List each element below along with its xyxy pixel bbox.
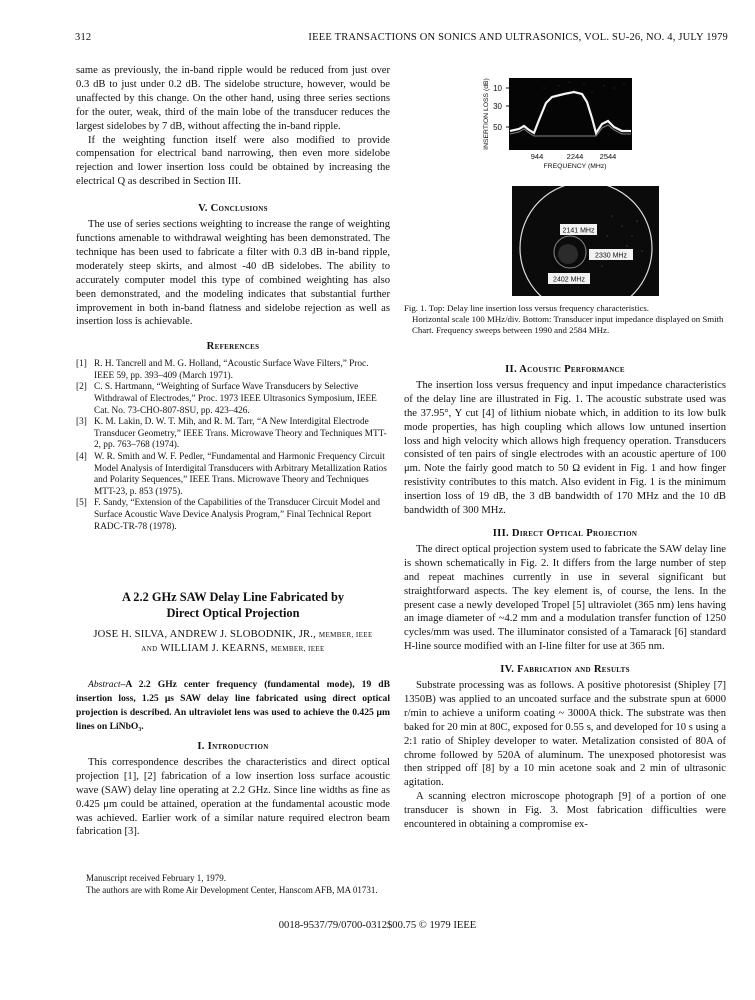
footnote: Manuscript received February 1, 1979. [86,873,226,883]
conclusions-text: The use of series sections weighting to increase the range of weighting functions amenable to withdrawal weighting has been demonstrated. The technique has been used to fabricate a filter with 0.3 dB in-band ripple, moderately steep skirts, and almost -40 dB sidelobes. The ability to accurately computer model this type of combined weighting has also been demonstrated, and the modeling indicates that substantial further improvement in both in-band flatness and sidelobe rejection as well as insertion loss is achievable. [76,219,390,328]
abstract-label: Abstract [88,679,121,690]
x-tick: 944 [530,152,544,161]
x-axis-label: FREQUENCY (MHz) [543,163,607,170]
page-number: 312 [75,32,92,43]
figure-caption [404,303,726,336]
section-heading-conclusions: V. Conclusions [198,203,268,215]
chart-svg [474,58,694,170]
reference-item [76,498,390,533]
smith-label: 2330 MHz [595,252,627,260]
reference-number: [3] [76,417,87,428]
references-list [76,359,390,533]
x-tick: 2544 [599,152,617,161]
article-title-line2: Direct Optical Projection [166,606,300,620]
reference-item [76,452,390,498]
abstract [76,678,390,734]
section-heading-acoustic-performance: II. Acoustic Performance [505,364,625,375]
abstract-text: –A 2.2 GHz center frequency (fundamental mode), 19 dB insertion loss, 1.25 μs SAW delay line fabricated using direct optical projection is described. An ultraviolet lens was used to achieve the 0.425 μm lines on LiNbO₃. [76,679,390,732]
reference-text: W. R. Smith and W. F. Pedler, “Fundamental and Harmonic Frequency Circuit Model Analysis of Interdigital Transducers with Arbitrary Metallization Ratios and Polarity Sequences,” IEEE Trans. Microwave Theory and Techniques MTT-23, p. 853 (1975). [94,451,387,497]
y-tick: 50 [493,123,502,132]
smith-label: 2141 MHz [562,227,595,235]
caption-rest: Horizontal scale 100 MHz/div. Bottom: Transducer input impedance displayed on Smith Chart. Frequency sweeps between 1990 and 2584 MHz. [412,314,724,335]
authors-line2 [76,642,390,656]
continuation-paragraph: If the weighting function itself were also modified to provide compensation for electrical band narrowing, then even more sidelobe rejection and lower insertion loss could be obtained by increasing the electrical Q as described in Section III. [76,134,390,188]
fabrication-text: Substrate processing was as follows. A positive photoresist (Shipley [7] 1350B) was applied to an uncoated surface and the substrate spun at 6000 r/min to achieve a uniform coating ~ 3000A thick. The substrate was then baked for 20 min at 80C, exposed for 0.55 s, and developed for 10 s using a 2:1 ratio of Shipley developer to water. Metalization consisted of 80A of chrome followed by 520A of aluminum. The unexposed photoresist was then stripped off [8] by a 10 min acetone soak and 2 min of ultrasonic agitation. [404,680,726,789]
reference-text: C. S. Hartmann, “Weighting of Surface Wave Transducers by Selective Withdrawal of Electrodes,” Proc. 1973 IEEE Ultrasonics Symposium, IEEE Cat. No. 73-CHO-807-8SU, pp. 423–426. [94,382,377,416]
reference-text: K. M. Lakin, D. W. T. Mih, and R. M. Tarr, “A New Interdigital Electrode Transducer Geometry,” IEEE Trans. Microwave Theory and Techniques MTT-2, pp. 763–768 (1974). [94,417,387,451]
direct-optical-projection-text: The direct optical projection system used to fabricate the SAW delay line is shown schematically in Fig. 2. It differs from the large number of step and repeat machines currently in use in several significant but straightforward aspects. The key element is, of course, the lens. In the present case a newly developed Tropel [5] ultraviolet (365 nm) lens having an image diameter of ~4.2 mm and a modulation transfer function of 1250 cycles/mm was used. The illuminator consisted of a Tamarack [6] standard H-line source modified with an I-line filter for use at 365 nm. [404,543,726,653]
footnote: The authors are with Rome Air Development Center, Hanscom AFB, MA 01731. [86,884,378,895]
caption-line1: Fig. 1. Top: Delay line insertion loss versus frequency characteristics. [404,303,649,313]
reference-item [76,382,390,417]
introduction [76,740,390,839]
smith-label: 2402 MHz [553,276,585,284]
reference-number: [5] [76,498,87,509]
smith-chart-svg [512,186,659,296]
section-heading-fabrication: IV. Fabrication and Results [500,664,630,676]
author-names: WILLIAM J. KEARNS, [160,643,269,654]
left-column [76,64,390,533]
member-label: MEMBER, IEEE [270,645,325,653]
reference-number: [1] [76,359,87,370]
member-label: MEMBER, IEEE [318,631,373,639]
article-title-line1: A 2.2 GHz SAW Delay Line Fabricated by [121,590,345,604]
fabrication-text: A scanning electron microscope photograph [9] of a portion of one transducer is shown in Fig. 3. Most fabrication difficulties were encountered in obtaining a compromise ex- [404,791,726,831]
journal-header: IEEE TRANSACTIONS ON SONICS AND ULTRASONICS, VOL. SU-26, NO. 4, JULY 1979 [308,32,728,43]
reference-number: [4] [76,451,87,462]
insertion-loss-chart [474,58,694,170]
section-heading-references: References [206,341,260,353]
authors-line1 [76,628,390,642]
reference-item [76,417,390,452]
continuation-paragraph: same as previously, the in-band ripple would be reduced from just over 0.3 dB to just under 0.2 dB. The sidelobe structure, however, would be unaffected by this change. On the other hand, using three series sections for the outer, weak, third of the main lobe of the transducer reduces the largest sidelobes by 7 dB, without affecting the in-band ripple. [76,65,390,132]
y-tick: 30 [493,102,502,111]
y-tick: 10 [493,84,502,93]
introduction-text: This correspondence describes the characteristics and direct optical projection [1], [2] fabrication of a low insertion loss surface acoustic wave (SAW) delay line operating at 2.2 GHz. Since line widths as fine as 0.425 μm could be attained, operation at the fundamental acoustic mode was achieved. Earlier work of a similar nature required electron beam fabrication [3]. [76,756,390,838]
section-heading-direct-optical-projection: III. Direct Optical Projection [492,527,638,539]
section-heading-introduction: I. Introduction [197,741,269,752]
and-label: AND [141,645,158,653]
reference-number: [2] [76,382,87,393]
right-column [404,363,726,832]
smith-chart-photo [512,186,659,296]
reference-text: R. H. Tancrell and M. G. Holland, “Acoustic Surface Wave Filters,” Proc. IEEE 59, pp. 393–409 (March 1971). [94,359,369,381]
copyright-line: 0018-9537/79/0700-0312$00.75 © 1979 IEEE [278,920,477,931]
reference-item [76,359,390,382]
author-names: JOSE H. SILVA, ANDREW J. SLOBODNIK, JR., [93,629,316,640]
article-header [76,589,390,734]
footnotes [76,873,390,896]
x-tick: 2244 [566,152,584,161]
y-axis-label: INSERTION LOSS (dB) [483,78,490,150]
acoustic-performance-text: The insertion loss versus frequency and input impedance characteristics of the delay line are illustrated in Fig. 1. The acoustic substrate used was the 37.95°, Y cut [4] of lithium niobate which, in addition to its low bulk mode properties, has high coupling which allows low untuned insertion loss and high velocity which allows high frequency operation. Transducers consisted of ten pairs of single electrodes with an acoustic aperture of 100 μm. Note the fairly good match to 50 Ω evident in Fig. 1 and how finger resistivity contributes to this match. Also evident in Fig. 1 is the minimum insertion loss of 19 dB, the 3 dB bandwidth of 170 MHz and the 10 dB bandwidth of 300 MHz. [404,379,726,517]
reference-text: F. Sandy, “Extension of the Capabilities of the Transducer Circuit Model and Surface Acoustic Wave Device Analysis Program,” Final Technical Report RADC-TR-78 (1978). [94,498,381,532]
